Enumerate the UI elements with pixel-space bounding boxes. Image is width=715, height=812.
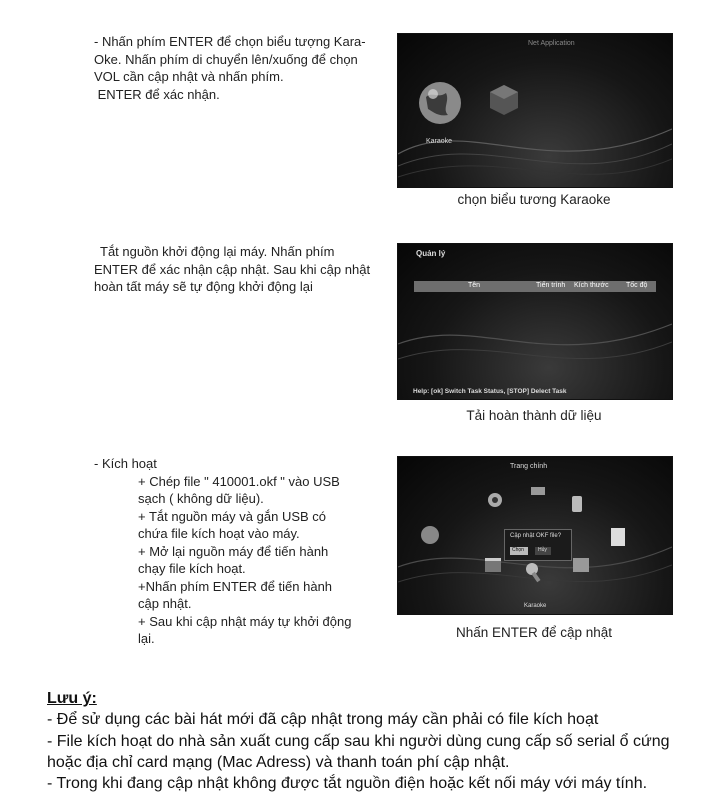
screenshot-task-manager [397,243,673,400]
clapper-icon [484,557,502,573]
dialog-cancel-button[interactable] [535,547,551,555]
notes-title [47,688,97,710]
screen-title: Net Application [528,40,575,47]
device-icon [530,485,546,497]
column-progress: Tiến trình [536,282,566,289]
wave-background [398,244,672,399]
step-line: chạy file kích hoạt. [138,561,246,576]
remote-icon [570,495,584,513]
notes-title-text: Lưu ý: [47,690,97,707]
note-line: - File kích hoạt do nhà sản xuất cung cấp sau khi người dùng cung cấp số serial ổ cứng [47,733,670,750]
note-line: - Trong khi đang cập nhật không được tắt nguồn điện hoặc kết nối máy với máy tính. [47,775,648,792]
help-text: Help: [ok] Switch Task Status, [STOP] Delect Task [413,388,567,395]
text-line: ENTER để xác nhận cập nhật. Sau khi cập nhật [94,261,371,277]
text-line: Tắt nguồn khởi động lại máy. Nhấn phím [100,244,335,259]
text-line: - Nhấn phím ENTER để chọn biểu tượng Kara- [94,34,366,49]
caption-3: Nhấn ENTER để cập nhật [455,625,613,640]
screenshot-karaoke-menu [397,33,673,188]
karaoke-label: Karaoke [426,138,453,145]
globe-icon [416,79,464,127]
step-line: + Sau khi cập nhật máy tự khởi động [138,613,352,629]
document-icon [610,527,626,547]
step-line: lại. [138,631,155,646]
text-line: ENTER để xác nhận. [94,86,220,102]
note-line: - Để sử dụng các bài hát mới đã cập nhật trong máy cần phải có file kích hoạt [47,711,599,728]
text-line: Oke. Nhấn phím di chuyển lên/xuống để chọn [94,51,358,67]
box-icon [486,82,522,116]
caption-1: chọn biểu tương Karaoke [457,192,611,207]
dialog-cancel-label: Hủy [538,547,547,553]
section3-heading: - Kích hoạt [94,456,157,471]
step-line: + Mở lại nguồn máy để tiến hành [138,543,329,559]
column-name: Tên [468,282,481,289]
text-line: hoàn tất máy sẽ tự động khởi động lại [94,279,313,294]
gear-icon [486,491,504,509]
dialog-ok-label: Chọn [512,547,524,553]
globe-icon [420,525,440,545]
screen-title: Trang chính [510,463,548,470]
dialog-question: Cập nhật OKF file? [510,533,562,539]
caption-2: Tải hoàn thành dữ liệu [466,408,602,423]
note-line: hoặc địa chỉ card mạng (Mac Adress) và thanh toán phí cập nhật. [47,754,510,771]
column-speed: Tốc độ [626,282,648,289]
screen-title: Quản lý [416,249,446,258]
step-line: + Chép file " 410001.okf " vào USB [138,473,340,489]
update-dialog [504,529,572,561]
step-line: +Nhấn phím ENTER để tiến hành [138,578,333,594]
column-header-bar [414,281,656,292]
dialog-ok-button[interactable] [510,547,528,555]
step-line: sạch ( không dữ liệu). [138,491,264,506]
section3-text [94,455,384,648]
column-size: Kích thước [574,282,609,289]
step-line: cập nhật. [138,596,192,611]
microphone-icon [524,561,546,583]
karaoke-label: Karaoke [524,603,547,609]
text-line: VOL cần cập nhật và nhấn phím. [94,69,284,84]
screenshot-main-menu [397,456,673,615]
section1-text [94,33,379,103]
step-line: + Tắt nguồn máy và gắn USB có [138,508,327,524]
section2-text [94,243,379,296]
step-line: chứa file kích hoạt vào máy. [138,526,300,541]
picture-icon [572,557,590,573]
